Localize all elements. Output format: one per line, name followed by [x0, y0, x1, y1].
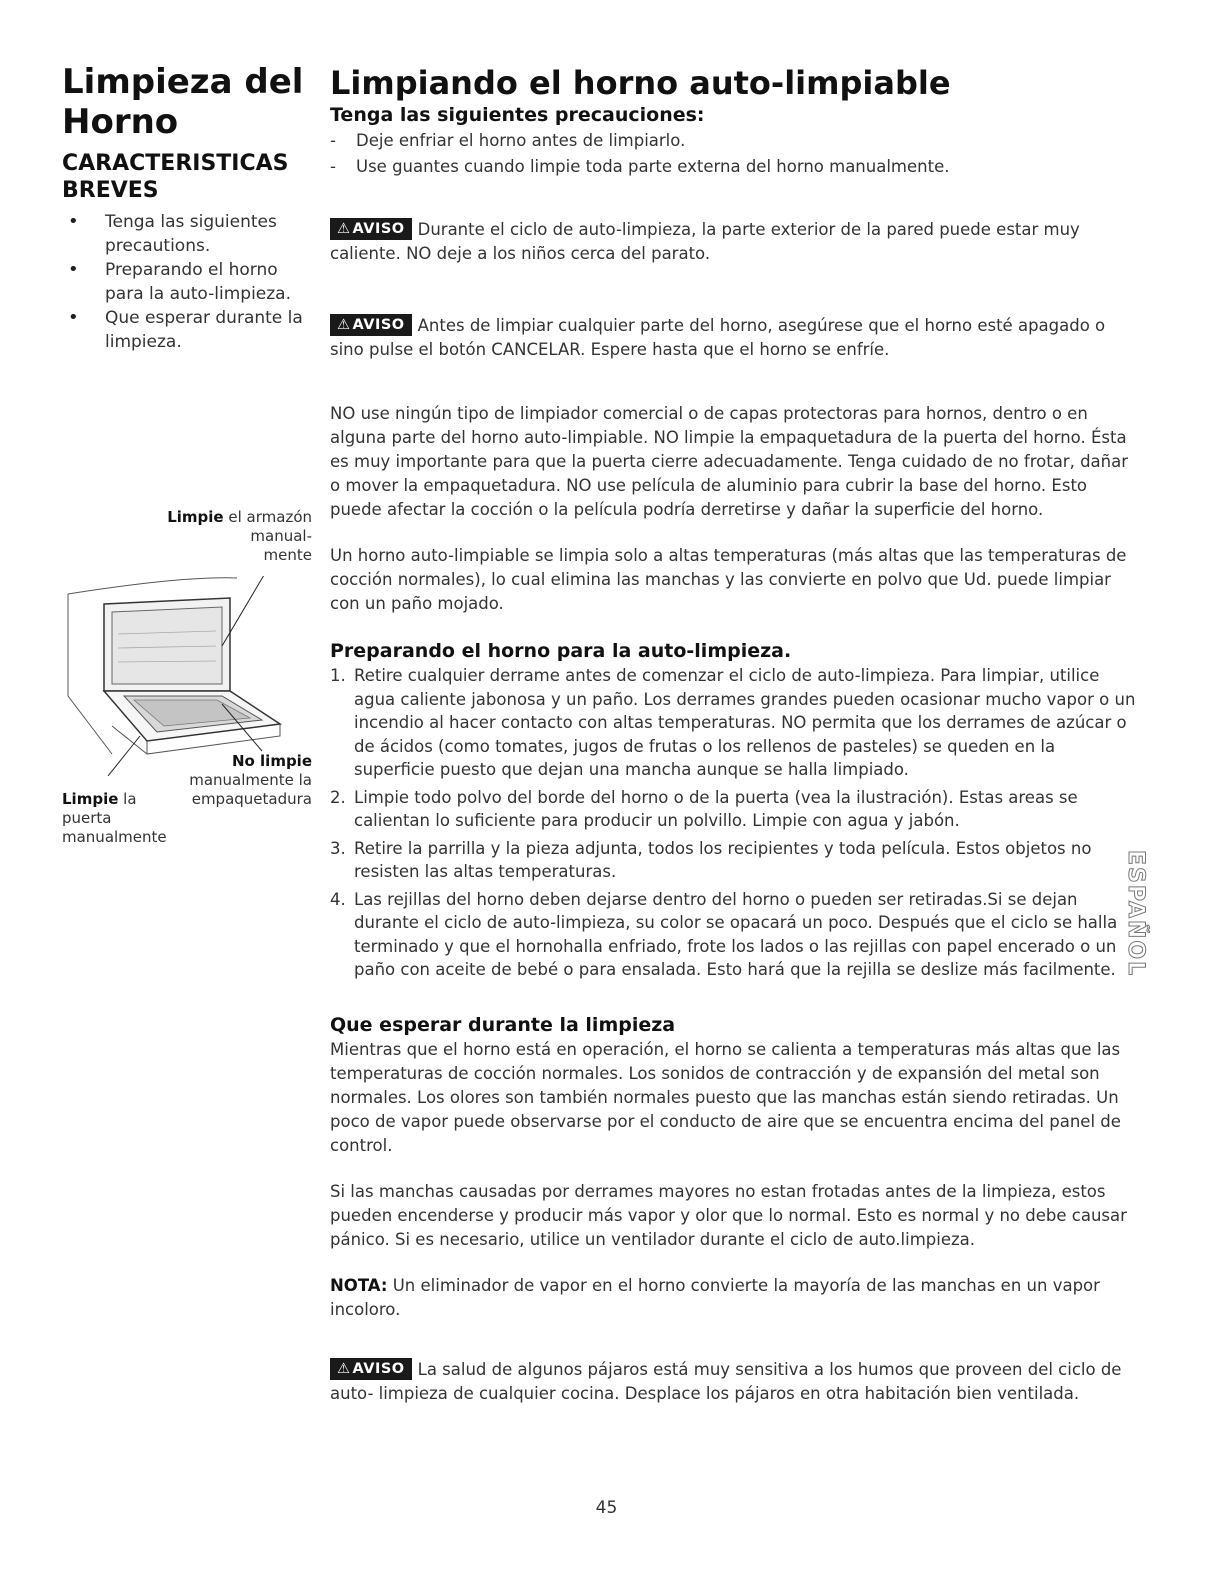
frame-label-bold: Limpie — [167, 508, 224, 526]
nota-label: NOTA: — [330, 1275, 388, 1295]
sidebar-bullet: • Tenga las siguientes precautions. — [62, 210, 312, 258]
warning-triangle-icon: ⚠ — [337, 317, 351, 333]
prep-step-number: 4. — [330, 889, 346, 909]
expect-heading: Que esperar durante la limpieza — [330, 1013, 676, 1036]
precautions-list — [330, 128, 1136, 180]
sidebar-bullet: • Preparando el horno para la auto-limpieza. — [62, 258, 312, 306]
sidebar-subtitle — [62, 150, 312, 204]
prep-step-number: 2. — [330, 787, 346, 807]
gasket-label-bold: No limpie — [231, 752, 312, 770]
prep-step — [330, 786, 1136, 833]
prep-step-text: Las rejillas del horno deben dejarse dentro del horno o pueden ser retiradas.Si se dejan durante el ciclo de auto-limpieza, su color se opacará un poco. Después que el ciclo se halla terminado y que el hornohalla enfriado, frote los lados o las rejillas con papel encerado o un paño con aceite de bebé o para ensalada. Esto hará que la rejilla se deslize más facilmente. — [354, 889, 1118, 979]
door-label-line3: manualmente — [62, 828, 167, 846]
self-clean-paragraph: Un horno auto-limpiable se limpia solo a altas temperaturas (más altas que las temperaturas de cocción normales), lo cual elimina las manchas y las convierte en polvo que Ud. puede limpiar con un paño mojado. — [330, 546, 1127, 613]
gasket-label-line3: empaquetadura — [191, 790, 312, 808]
expect-paragraph-1: Mientras que el horno está en operación, el horno se calienta a temperaturas más altas que las temperaturas de cocción normales. Los sonidos de contracción y de expansión del metal son normales. Los olores son también normales puesto que las manchas están siendo retiradas. Un poco de vapor puede observarse por el conducto de aire que se encuentra encima del panel de control. — [330, 1039, 1121, 1155]
sidebar-bullet: • Que esperar durante la limpieza. — [62, 306, 312, 354]
sidebar-title-line2: Horno — [62, 102, 179, 142]
gasket-label — [162, 752, 312, 809]
sidebar — [62, 62, 312, 354]
sidebar-subtitle-line2: BREVES — [62, 178, 159, 203]
prep-step-number: 3. — [330, 838, 346, 858]
prep-step — [330, 888, 1136, 982]
precaution-item: - Use guantes cuando limpie toda parte externa del horno manualmente. — [330, 154, 1136, 180]
cleaner-paragraph: NO use ningún tipo de limpiador comercial o de capas protectoras para hornos, dentro o en alguna parte del horno auto-limpiable. NO limpie la empaquetadura de la puerta del horno. Ésta es muy importante para que la puerta cierre adecuadamente. Tenga cuidado de no frotar, dañar o mover la empaquetadura. NO use película de aluminio para cubrir la base del horno. Esto puede afectar la cocción o la película podría derretirse y dañar la superficie del horno. — [330, 404, 1129, 519]
sidebar-bullet-list — [62, 210, 312, 354]
gasket-label-line2: manualmente la — [189, 771, 312, 789]
warning-triangle-icon: ⚠ — [337, 221, 351, 237]
door-label — [62, 790, 167, 847]
sidebar-title-line1: Limpieza del — [62, 62, 304, 102]
frame-label-line3: mente — [263, 546, 312, 564]
prep-step-text: Retire cualquier derrame antes de comenzar el ciclo de auto-limpieza. Para limpiar, utilice agua caliente jabonosa y un paño. Los derrames grandes pueden ocasionar mucho vapor o un incendio al hacer contacto con altas temperaturas. NO permita que los derrames de azúcar o de ácidos (como tomates, jugos de frutas o los rellenos de pasteles) se queden en la superficie puesto que dejan una mancha aunque se halla limpiado. — [354, 666, 1136, 779]
frame-label — [149, 508, 312, 565]
nota-paragraph — [330, 1274, 1136, 1322]
oven-door-drawing-icon — [62, 576, 312, 776]
aviso-label: AVISO — [352, 221, 405, 237]
frame-label-rest: el armazón — [223, 508, 312, 526]
prep-step-number: 1. — [330, 666, 346, 685]
prep-step-text: Limpie todo polvo del borde del horno o de la puerta (vea la ilustración). Estas areas se calientan lo suficiente para producir un polvillo. Limpie con agua y jabón. — [354, 787, 1078, 830]
aviso-label: AVISO — [352, 1360, 405, 1377]
prep-steps-list — [330, 664, 1136, 982]
nota-text: Un eliminador de vapor en el horno convierte la mayoría de las manchas en un vapor incoloro. — [330, 1275, 1100, 1319]
warning-text-3: La salud de algunos pájaros está muy sensitiva a los humos que proveen del ciclo de auto- limpieza de cualquier cocina. Desplace los pájaros en otra habitación bien ventilada. — [330, 1359, 1122, 1403]
warning-paragraph-3 — [330, 1358, 1136, 1406]
oven-illustration — [62, 508, 312, 860]
expect-paragraph-2: Si las manchas causadas por derrames mayores no estan frotadas antes de la limpieza, estos pueden encenderse y producir más vapor y olor que lo normal. Esto es normal y no debe causar pánico. Si es necesario, utilice un ventilador durante el ciclo de auto.limpieza. — [330, 1181, 1127, 1249]
prep-step-text: Retire la parrilla y la pieza adjunta, todos los recipientes y toda película. Estos objetos no resisten las altas temperaturas. — [354, 838, 1092, 881]
sidebar-title — [62, 62, 312, 142]
warning-triangle-icon: ⚠ — [337, 1360, 351, 1377]
main-title: Limpiando el horno auto-limpiable — [330, 64, 951, 102]
warning-paragraph-1 — [330, 218, 1136, 266]
aviso-badge — [330, 314, 412, 336]
prep-step — [330, 837, 1136, 884]
aviso-badge — [330, 1358, 412, 1380]
frame-label-line2: manual- — [250, 527, 312, 545]
door-label-rest: la — [118, 790, 137, 808]
page-number: 45 — [595, 1498, 618, 1518]
door-label-bold: Limpie — [62, 790, 119, 808]
prep-step — [330, 664, 1136, 782]
warning-text-1: Durante el ciclo de auto-limpieza, la parte exterior de la pared puede estar muy caliente. NO deje a los niños cerca del parato. — [330, 220, 1080, 263]
prep-heading: Preparando el horno para la auto-limpieza. — [330, 640, 792, 662]
warning-paragraph-2 — [330, 314, 1136, 362]
precautions-heading: Tenga las siguientes precauciones: — [330, 104, 705, 126]
language-tab: ESPAÑOL — [1123, 850, 1148, 978]
main-content — [330, 64, 1136, 1406]
aviso-label: AVISO — [352, 317, 405, 333]
warning-text-2: Antes de limpiar cualquier parte del horno, asegúrese que el horno esté apagado o sino pulse el botón CANCELAR. Espere hasta que el horno se enfríe. — [330, 316, 1106, 359]
precaution-item: - Deje enfriar el horno antes de limpiarlo. — [330, 128, 1136, 154]
door-label-line2: puerta — [62, 809, 112, 827]
sidebar-subtitle-line1: CARACTERISTICAS — [62, 151, 289, 176]
aviso-badge — [330, 218, 412, 240]
